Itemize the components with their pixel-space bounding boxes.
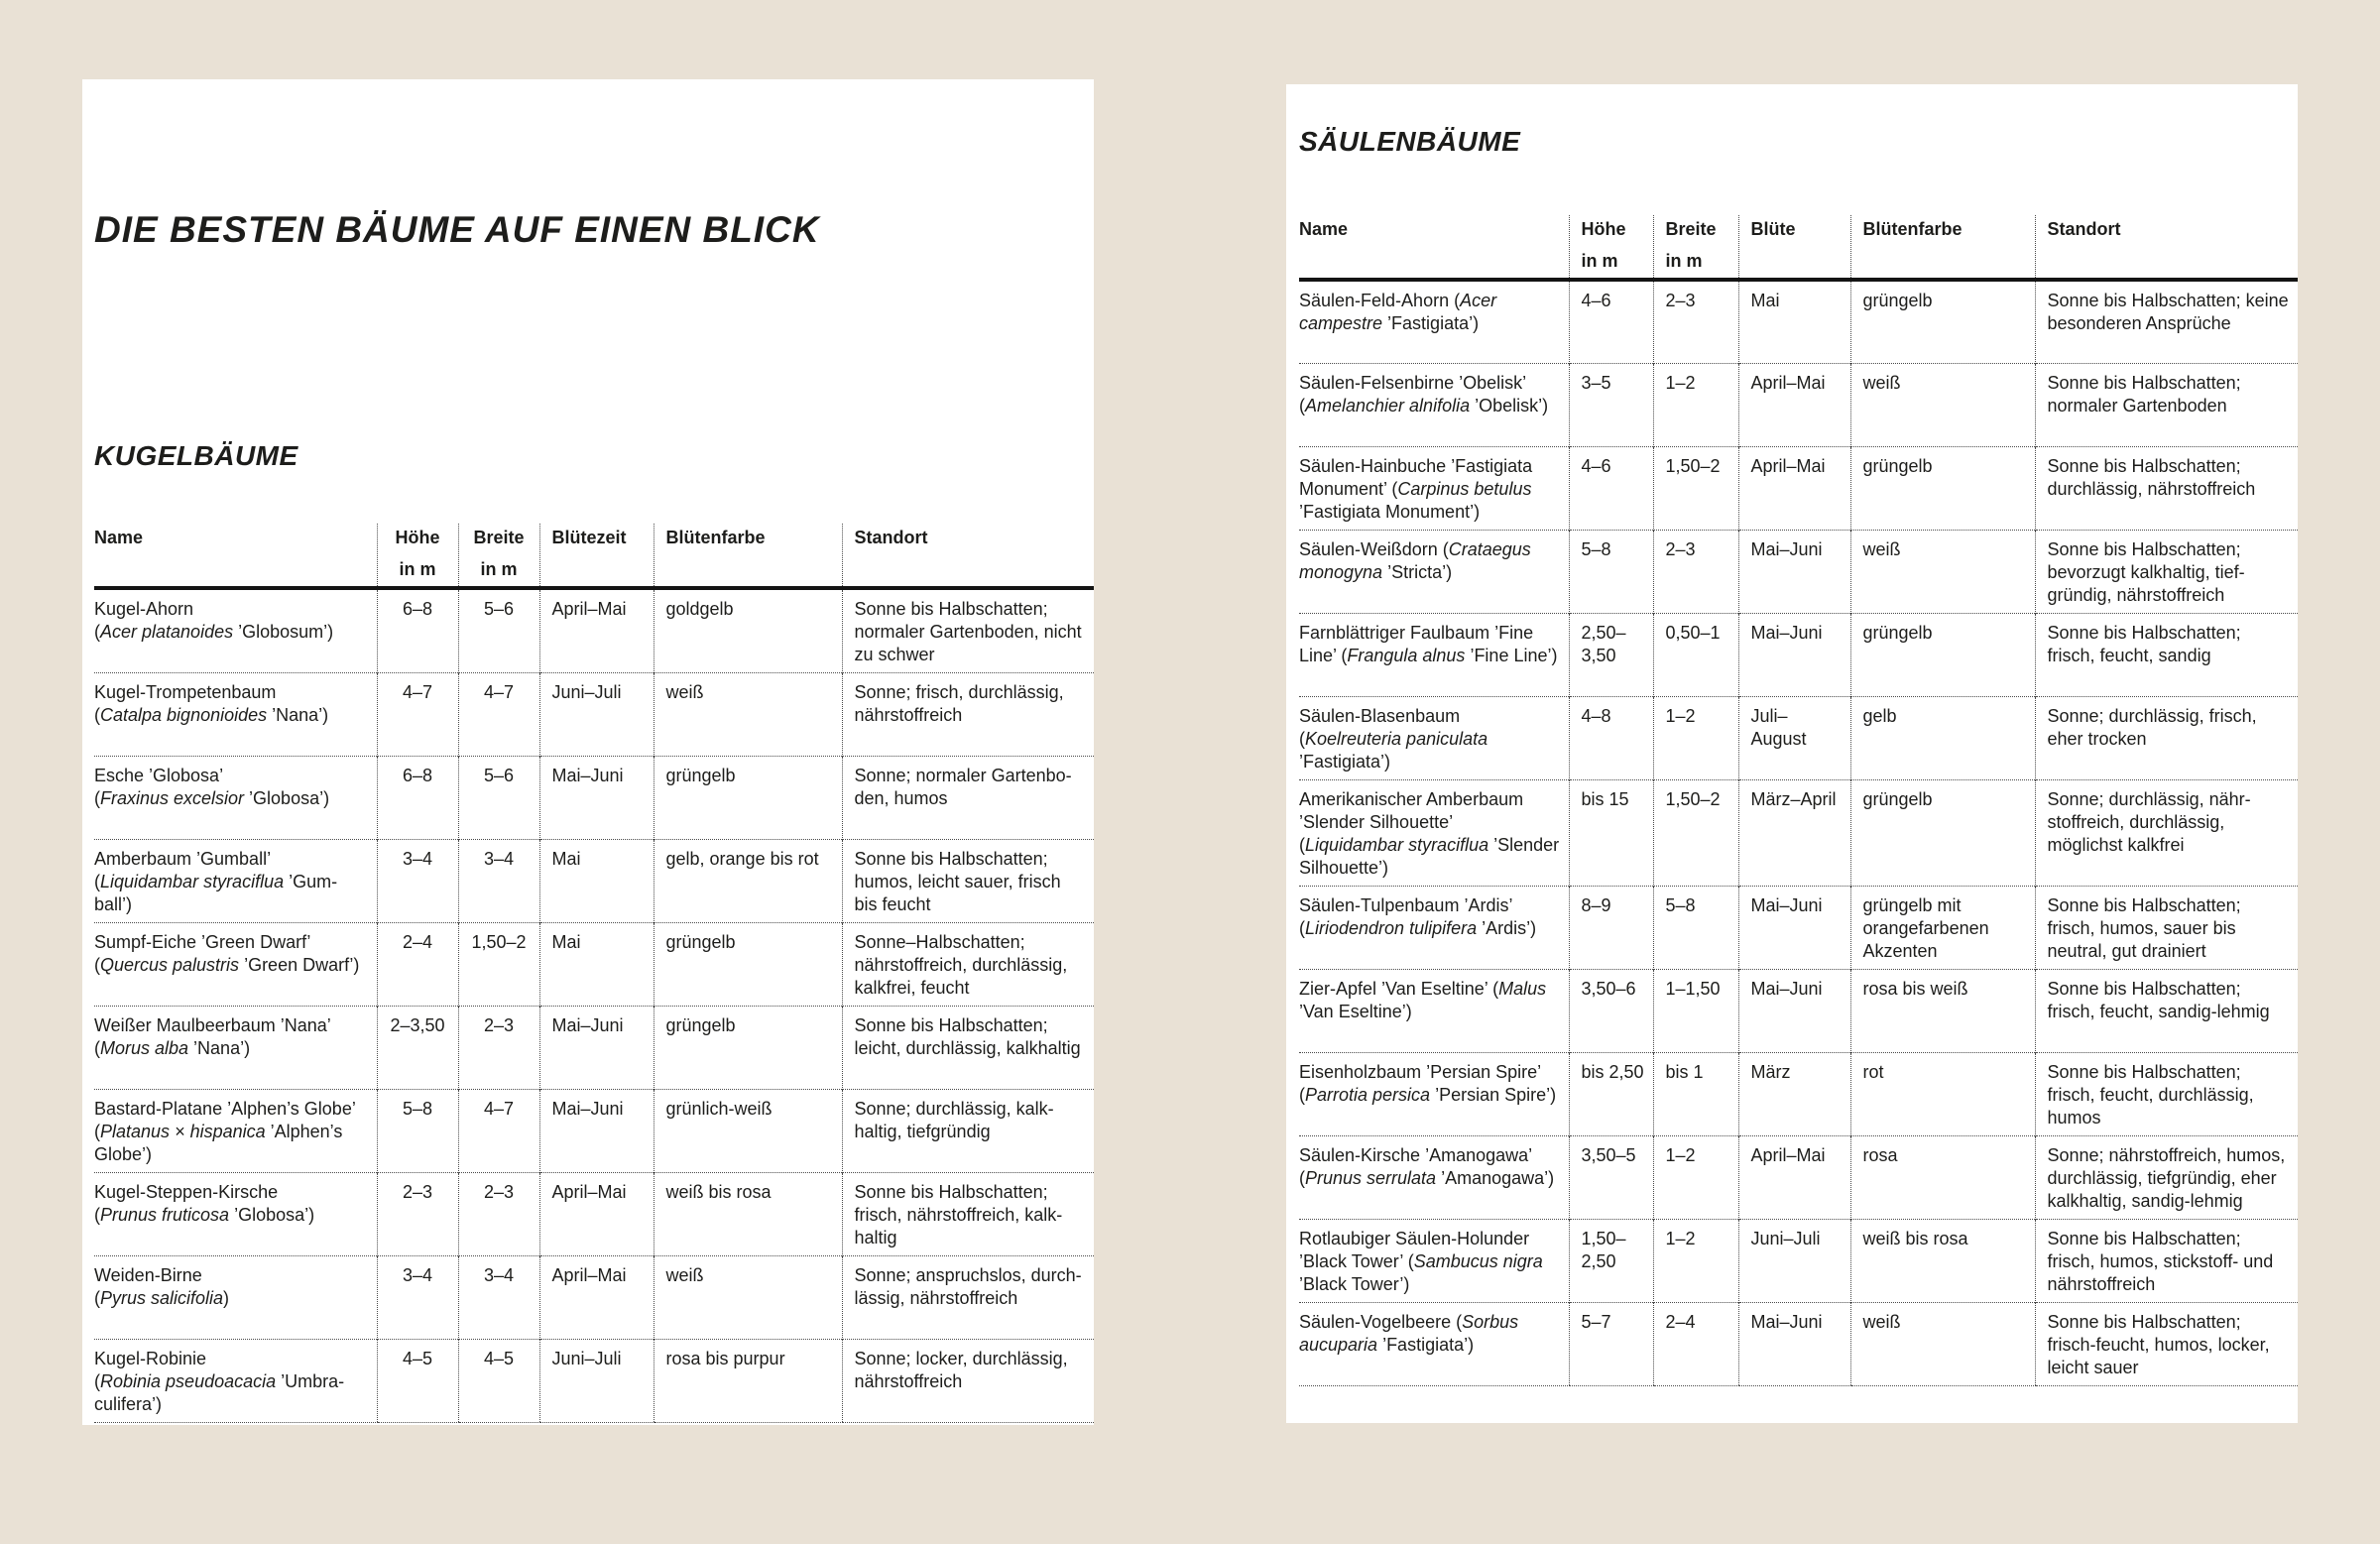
cell-name (1299, 886, 1569, 969)
column-header-standort (2035, 215, 2298, 280)
cell-hoehe: 3–5 (1569, 363, 1653, 446)
cell-breite: 3–4 (458, 1256, 539, 1340)
column-header-name (1299, 215, 1569, 280)
cell-standort: Sonne–Halbschatten; nährstoffreich, durchlässig, kalkfrei, feucht (842, 923, 1094, 1007)
column-header-unit: in m (1665, 251, 1703, 271)
common-name: Weiden-Birne (94, 1265, 202, 1285)
cell-hoehe: 2–4 (377, 923, 458, 1007)
cell-bluete: April–Mai (539, 1173, 654, 1256)
common-name: ( (94, 1122, 100, 1141)
cell-hoehe: 5–8 (377, 1090, 458, 1173)
cell-farbe: weiß bis rosa (654, 1173, 842, 1256)
common-name: Rotlaubiger Säulen-Holunder ’Black Tower’ ( (1299, 1228, 1530, 1271)
botanical-name: Acer platanoides (100, 622, 234, 642)
cell-farbe: weiß (1850, 1302, 2035, 1385)
botanical-name: Crataegus monogyna (1299, 538, 1531, 582)
cell-breite: 4–7 (458, 1090, 539, 1173)
cell-bluete: April–Mai (539, 1256, 654, 1340)
cell-farbe: grüngelb (654, 757, 842, 840)
table-header (1299, 215, 2298, 280)
cell-hoehe: 3,50–6 (1569, 969, 1653, 1052)
botanical-name: Quercus palustris (100, 955, 240, 975)
botanical-name: Carpinus betulus (1397, 478, 1532, 499)
common-name: Säulen-Felsenbirne ’Obelisk’ ( (1299, 372, 1526, 416)
cell-name (1299, 613, 1569, 696)
cell-bluete: April–Mai (1738, 363, 1850, 446)
cell-bluete: Mai–Juni (1738, 530, 1850, 613)
cell-farbe: weiß (654, 673, 842, 757)
common-name: ) (223, 1288, 230, 1308)
column-header-label: Höhe (1581, 219, 1626, 239)
cell-standort: Sonne bis Halbschatten; frisch, feucht, sandig (2035, 613, 2298, 696)
column-header-hoehe (377, 524, 458, 588)
cell-bluete: April–Mai (539, 588, 654, 673)
cell-name (94, 1173, 377, 1256)
common-name: ’Globosa’) (244, 788, 330, 808)
cell-name (1299, 446, 1569, 530)
cell-name (94, 1256, 377, 1340)
cell-hoehe: 3–4 (377, 840, 458, 923)
cell-breite: 1,50–2 (1653, 779, 1738, 886)
common-name: Bastard-Platane ’Alphen’s Globe’ (94, 1099, 356, 1119)
common-name: ’Nana’) (267, 705, 329, 725)
column-header-breite (1653, 215, 1738, 280)
cell-name (94, 1090, 377, 1173)
common-name: Kugel-Ahorn (94, 599, 194, 619)
table-row (94, 1340, 1094, 1423)
botanical-name: Fraxinus excelsior (100, 788, 245, 808)
table-row (94, 1090, 1094, 1173)
cell-breite: bis 1 (1653, 1052, 1738, 1135)
cell-breite: 1,50–2 (458, 923, 539, 1007)
cell-standort: Sonne bis Halbschatten; durchlässig, nährstoffreich (2035, 446, 2298, 530)
table-row (1299, 446, 2298, 530)
cell-hoehe: bis 2,50 (1569, 1052, 1653, 1135)
common-name: ( (94, 622, 100, 642)
cell-breite: 1–2 (1653, 363, 1738, 446)
cell-breite: 2–3 (458, 1173, 539, 1256)
cell-standort: Sonne bis Halbschatten; keine besonderen Ansprüche (2035, 280, 2298, 363)
cell-standort: Sonne bis Halbschatten; frisch, humos, sauer bis neutral, gut drainiert (2035, 886, 2298, 969)
cell-farbe: grünlich-weiß (654, 1090, 842, 1173)
column-header-name (94, 524, 377, 588)
common-name: ( (94, 872, 100, 891)
common-name: ’Fastigiata’) (1299, 751, 1391, 772)
cell-bluete: Mai–Juni (1738, 969, 1850, 1052)
common-name: ’Slender Silhouette’) (1299, 834, 1560, 878)
cell-breite: 1–2 (1653, 696, 1738, 779)
cell-breite: 2–3 (1653, 280, 1738, 363)
cell-breite: 1–1,50 (1653, 969, 1738, 1052)
cell-name (94, 588, 377, 673)
cell-bluete: Mai–Juni (539, 757, 654, 840)
cell-standort: Sonne; locker, durchlässig, nährstoffreich (842, 1340, 1094, 1423)
cell-name (1299, 969, 1569, 1052)
cell-name (1299, 280, 1569, 363)
cell-hoehe: 1,50–2,50 (1569, 1219, 1653, 1302)
common-name: ( (94, 1205, 100, 1225)
table-row (94, 1256, 1094, 1340)
section-title-kugelbaeume: KUGELBÄUME (94, 440, 298, 471)
cell-farbe: grüngelb mit orangefarbenen Akzenten (1850, 886, 2035, 969)
column-header-hoehe (1569, 215, 1653, 280)
cell-farbe: rot (1850, 1052, 2035, 1135)
cell-name (94, 1007, 377, 1090)
table-row (1299, 1135, 2298, 1219)
cell-standort: Sonne bis Halbschatten; frisch-feucht, humos, locker, leicht sauer (2035, 1302, 2298, 1385)
common-name: Amerikanischer Amberbaum ’Slender Silhouette’ ( (1299, 788, 1524, 855)
common-name: ’Amanogawa’) (1436, 1167, 1555, 1188)
column-header-label: Blütenfarbe (1862, 219, 1963, 239)
cell-bluete: April–Mai (1738, 446, 1850, 530)
column-header-label: Name (94, 528, 144, 547)
cell-farbe: gelb (1850, 696, 2035, 779)
table-row (1299, 363, 2298, 446)
botanical-name: Sorbus aucuparia (1299, 1311, 1519, 1355)
common-name: ( (94, 955, 100, 975)
column-header-unit: in m (480, 559, 518, 579)
cell-farbe: weiß (1850, 530, 2035, 613)
column-header-label: Name (1299, 219, 1349, 239)
column-header-breite (458, 524, 539, 588)
cell-name (94, 757, 377, 840)
common-name: ( (94, 705, 100, 725)
table-row (94, 588, 1094, 673)
cell-farbe: rosa bis purpur (654, 1340, 842, 1423)
botanical-name: Frangula alnus (1347, 645, 1466, 665)
cell-name (1299, 1052, 1569, 1135)
cell-hoehe: 4–7 (377, 673, 458, 757)
common-name: Sumpf-Eiche ’Green Dwarf’ (94, 932, 311, 952)
common-name: Säulen-Hainbuche ’Fastigiata Monument’ ( (1299, 455, 1533, 499)
common-name: Weißer Maulbeerbaum ’Nana’ (94, 1015, 331, 1035)
cell-hoehe: bis 15 (1569, 779, 1653, 886)
common-name: Säulen-Vogelbeere ( (1299, 1311, 1463, 1332)
right-page (1286, 84, 2298, 1423)
cell-name (1299, 1219, 1569, 1302)
cell-standort: Sonne bis Halbschatten; leicht, durchlässig, kalkhaltig (842, 1007, 1094, 1090)
column-header-bluetezeit (539, 524, 654, 588)
cell-breite: 0,50–1 (1653, 613, 1738, 696)
cell-farbe: goldgelb (654, 588, 842, 673)
cell-breite: 4–7 (458, 673, 539, 757)
table-row (1299, 1219, 2298, 1302)
botanical-name: Platanus × hispanica (100, 1122, 266, 1141)
common-name: Eisenholzbaum ’Persian Spire’ ( (1299, 1061, 1541, 1105)
cell-name (94, 1340, 377, 1423)
cell-bluete: Juni–Juli (1738, 1219, 1850, 1302)
cell-hoehe: 4–8 (1569, 696, 1653, 779)
cell-standort: Sonne; anspruchslos, durchlässig, nährstoffreich (842, 1256, 1094, 1340)
cell-bluete: Mai–Juni (1738, 1302, 1850, 1385)
common-name: Zier-Apfel ’Van Eseltine’ ( (1299, 978, 1499, 999)
cell-bluete: Mai–Juni (1738, 886, 1850, 969)
cell-hoehe: 5–7 (1569, 1302, 1653, 1385)
cell-breite: 2–4 (1653, 1302, 1738, 1385)
column-header-unit: in m (1581, 251, 1618, 271)
cell-farbe: weiß (1850, 363, 2035, 446)
table-row (1299, 280, 2298, 363)
cell-name (94, 840, 377, 923)
cell-hoehe: 6–8 (377, 757, 458, 840)
cell-bluete: Juli–August (1738, 696, 1850, 779)
cell-standort: Sonne bis Halbschatten; normaler Gartenboden (2035, 363, 2298, 446)
common-name: ’Fine Line’) (1465, 645, 1558, 665)
botanical-name: Liriodendron tulipifera (1305, 917, 1478, 938)
cell-breite: 5–6 (458, 757, 539, 840)
common-name: ’Globosum’) (233, 622, 334, 642)
cell-name (1299, 1302, 1569, 1385)
table-row (1299, 530, 2298, 613)
common-name: ’Umbraculifera’) (94, 1371, 345, 1414)
table-row (94, 1173, 1094, 1256)
cell-farbe: rosa bis weiß (1850, 969, 2035, 1052)
common-name: ’Nana’) (188, 1038, 251, 1058)
kugelbaeume-table (94, 524, 1094, 1423)
cell-bluete: Mai–Juni (539, 1007, 654, 1090)
cell-breite: 1–2 (1653, 1219, 1738, 1302)
cell-farbe: weiß (654, 1256, 842, 1340)
cell-hoehe: 6–8 (377, 588, 458, 673)
cell-farbe: grüngelb (1850, 280, 2035, 363)
cell-standort: Sonne; nährstoffreich, humos, durchlässig, tiefgründig, eher kalkhaltig, sandig-lehmig (2035, 1135, 2298, 1219)
table-header (94, 524, 1094, 588)
cell-name (1299, 363, 1569, 446)
column-header-label: Breite (473, 528, 525, 547)
common-name: Esche ’Globosa’ (94, 766, 224, 785)
cell-standort: Sonne bis Halbschatten; humos, leicht sauer, frisch bis feucht (842, 840, 1094, 923)
cell-hoehe: 4–5 (377, 1340, 458, 1423)
common-name: Säulen-Kirsche ’Amanogawa’ ( (1299, 1144, 1532, 1188)
botanical-name: Sambucus nigra (1413, 1250, 1543, 1271)
cell-breite: 4–5 (458, 1340, 539, 1423)
common-name: ( (94, 1288, 100, 1308)
cell-hoehe: 2,50–3,50 (1569, 613, 1653, 696)
cell-farbe: grüngelb (654, 923, 842, 1007)
page-title: DIE BESTEN BÄUME AUF EINEN BLICK (94, 209, 820, 250)
cell-standort: Sonne; durchlässig, kalkhaltig, tiefgründig (842, 1090, 1094, 1173)
cell-bluete: Mai (539, 840, 654, 923)
botanical-name: Morus alba (100, 1038, 189, 1058)
botanical-name: Robinia pseudoacacia (100, 1371, 277, 1391)
common-name: Säulen-Blasenbaum ( (1299, 705, 1461, 749)
common-name: Säulen-Tulpenbaum ’Ardis’ ( (1299, 894, 1512, 938)
cell-hoehe: 3–4 (377, 1256, 458, 1340)
cell-hoehe: 3,50–5 (1569, 1135, 1653, 1219)
table-row (94, 673, 1094, 757)
cell-bluete: April–Mai (1738, 1135, 1850, 1219)
cell-standort: Sonne; normaler Gartenboden, humos (842, 757, 1094, 840)
table-row (94, 757, 1094, 840)
cell-hoehe: 2–3,50 (377, 1007, 458, 1090)
common-name: ’Obelisk’) (1470, 395, 1549, 416)
common-name: Kugel-Robinie (94, 1349, 207, 1368)
table-row (94, 840, 1094, 923)
cell-hoehe: 5–8 (1569, 530, 1653, 613)
cell-name (1299, 1135, 1569, 1219)
cell-bluete: Mai–Juni (539, 1090, 654, 1173)
column-header-label: Blüte (1750, 219, 1796, 239)
botanical-name: Prunus serrulata (1305, 1167, 1437, 1188)
common-name: ( (94, 1371, 100, 1391)
column-header-bluetenfarbe (1850, 215, 2035, 280)
cell-farbe: rosa (1850, 1135, 2035, 1219)
column-header-standort (842, 524, 1094, 588)
column-header-label: Breite (1665, 219, 1717, 239)
cell-bluete: Mai (539, 923, 654, 1007)
table-row (1299, 1302, 2298, 1385)
cell-breite: 1–2 (1653, 1135, 1738, 1219)
cell-name (1299, 530, 1569, 613)
table-row (1299, 969, 2298, 1052)
common-name: ’Stricta’) (1382, 561, 1453, 582)
cell-name (1299, 696, 1569, 779)
common-name: ’Alphen’s Globe’) (94, 1122, 343, 1164)
common-name: ’Ardis’) (1477, 917, 1537, 938)
botanical-name: Liquidambar styraciflua (1305, 834, 1489, 855)
cell-breite: 2–3 (458, 1007, 539, 1090)
column-header-unit: in m (399, 559, 436, 579)
column-header-label: Höhe (395, 528, 440, 547)
cell-standort: Sonne bis Halbschatten; frisch, feucht, durchlässig, humos (2035, 1052, 2298, 1135)
common-name: Säulen-Feld-Ahorn ( (1299, 291, 1461, 310)
botanical-name: Amelanchier alnifolia (1305, 395, 1471, 416)
cell-breite: 5–8 (1653, 886, 1738, 969)
cell-standort: Sonne; durchlässig, nährstoffreich, durchlässig, möglichst kalkfrei (2035, 779, 2298, 886)
table-row (1299, 1052, 2298, 1135)
cell-farbe: gelb, orange bis rot (654, 840, 842, 923)
cell-bluete: Juni–Juli (539, 673, 654, 757)
column-header-label: Blütezeit (551, 528, 627, 547)
table-row (1299, 696, 2298, 779)
cell-hoehe: 2–3 (377, 1173, 458, 1256)
cell-breite: 3–4 (458, 840, 539, 923)
botanical-name: Malus (1498, 978, 1547, 999)
table-row (94, 923, 1094, 1007)
botanical-name: Catalpa bignonioides (100, 705, 268, 725)
cell-breite: 1,50–2 (1653, 446, 1738, 530)
cell-standort: Sonne bis Halbschatten; frisch, feucht, sandig-lehmig (2035, 969, 2298, 1052)
cell-breite: 2–3 (1653, 530, 1738, 613)
cell-standort: Sonne; frisch, durchlässig, nährstoffreich (842, 673, 1094, 757)
cell-breite: 5–6 (458, 588, 539, 673)
common-name: ’Fastigiata Monument’) (1299, 501, 1481, 522)
common-name: ’Gumball’) (94, 872, 338, 914)
cell-farbe: grüngelb (1850, 613, 2035, 696)
botanical-name: Parrotia persica (1305, 1084, 1431, 1105)
column-header-label: Blütenfarbe (665, 528, 766, 547)
section-title-saeulenbaeume: SÄULENBÄUME (1299, 126, 1521, 157)
cell-bluete: Mai (1738, 280, 1850, 363)
cell-hoehe: 4–6 (1569, 446, 1653, 530)
cell-standort: Sonne; durchlässig, frisch, eher trocken (2035, 696, 2298, 779)
cell-hoehe: 8–9 (1569, 886, 1653, 969)
cell-standort: Sonne bis Halbschatten; frisch, nährstoffreich, kalkhaltig (842, 1173, 1094, 1256)
botanical-name: Liquidambar styraciflua (100, 872, 285, 891)
cell-bluete: Juni–Juli (539, 1340, 654, 1423)
common-name: ’Green Dwarf’) (239, 955, 360, 975)
common-name: ’Fastigiata’) (1377, 1334, 1475, 1355)
column-header-bluetenfarbe (654, 524, 842, 588)
common-name: ( (94, 788, 100, 808)
cell-standort: Sonne bis Halbschatten; normaler Gartenboden, nicht zu schwer (842, 588, 1094, 673)
table-row (94, 1007, 1094, 1090)
left-page (82, 79, 1094, 1425)
cell-bluete: Mai–Juni (1738, 613, 1850, 696)
common-name: ’Van Eseltine’) (1299, 1001, 1412, 1021)
cell-standort: Sonne bis Halbschatten; frisch, humos, stickstoff- und nährstoffreich (2035, 1219, 2298, 1302)
cell-farbe: grüngelb (1850, 446, 2035, 530)
table-row (1299, 779, 2298, 886)
cell-farbe: weiß bis rosa (1850, 1219, 2035, 1302)
botanical-name: Koelreuteria paniculata (1305, 728, 1488, 749)
botanical-name: Pyrus salicifolia (100, 1288, 224, 1308)
column-header-label: Standort (2047, 219, 2121, 239)
common-name: ’Fastigiata’) (1382, 313, 1480, 333)
common-name: ’Globosa’) (229, 1205, 315, 1225)
common-name: ’Persian Spire’) (1430, 1084, 1557, 1105)
common-name: Kugel-Trompetenbaum (94, 682, 277, 702)
cell-bluete: März–April (1738, 779, 1850, 886)
cell-farbe: grüngelb (1850, 779, 2035, 886)
cell-hoehe: 4–6 (1569, 280, 1653, 363)
cell-name (94, 923, 377, 1007)
common-name: Kugel-Steppen-Kirsche (94, 1182, 279, 1202)
common-name: Amberbaum ’Gumball’ (94, 849, 272, 869)
cell-bluete: März (1738, 1052, 1850, 1135)
common-name: Säulen-Weißdorn ( (1299, 538, 1449, 559)
common-name: ’Black Tower’) (1299, 1273, 1410, 1294)
table-row (1299, 886, 2298, 969)
botanical-name: Acer campestre (1299, 291, 1497, 333)
column-header-label: Standort (854, 528, 928, 547)
cell-standort: Sonne bis Halbschatten; bevorzugt kalkhaltig, tiefgründig, nährstoffreich (2035, 530, 2298, 613)
cell-name (1299, 779, 1569, 886)
cell-name (94, 673, 377, 757)
table-row (1299, 613, 2298, 696)
common-name: Farnblättriger Faulbaum ’Fine Line’ ( (1299, 622, 1534, 665)
common-name: ( (94, 1038, 100, 1058)
column-header-bluete (1738, 215, 1850, 280)
botanical-name: Prunus fruticosa (100, 1205, 230, 1225)
cell-farbe: grüngelb (654, 1007, 842, 1090)
saeulenbaeume-table (1299, 215, 2298, 1386)
